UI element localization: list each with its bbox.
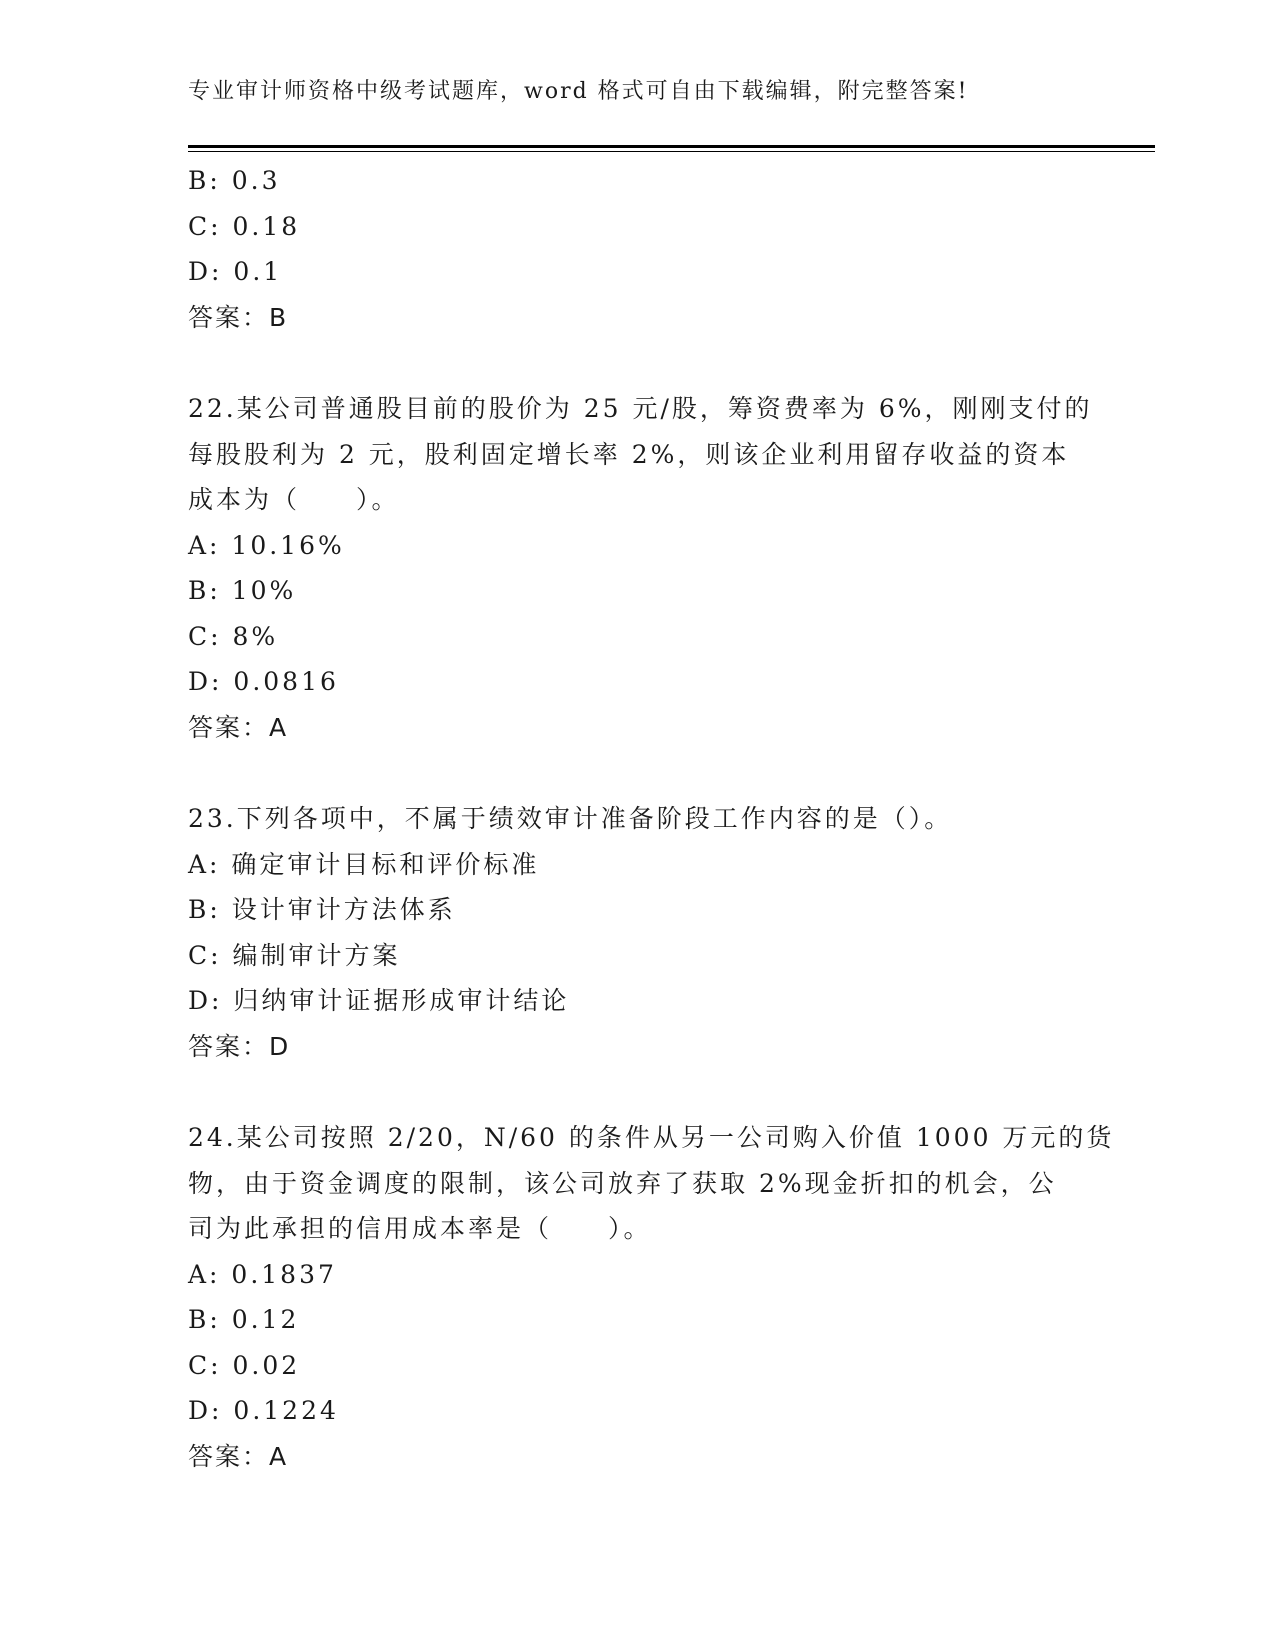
question-24	[188, 1115, 1115, 1479]
option-b: B: 设计审计方法体系	[188, 895, 456, 924]
answer-line: 答案：B	[188, 302, 289, 332]
option-d: D: 归纳审计证据形成审计结论	[188, 986, 570, 1015]
document-body	[188, 158, 1115, 1479]
question-stem-line: 司为此承担的信用成本率是（ ）。	[188, 1214, 652, 1243]
option-a: A: 10.16%	[188, 530, 345, 560]
question-stem-line: 22.某公司普通股目前的股价为 25 元/股，筹资费率为 6%，刚刚支付的	[188, 394, 1093, 423]
spacer	[188, 340, 1108, 386]
option-d: D: 0.0816	[188, 667, 339, 696]
option-c: C: 0.18	[188, 211, 301, 241]
answer-line: 答案：D	[188, 1031, 291, 1061]
option-d: D: 0.1	[188, 257, 283, 286]
question-stem-line: 成本为（ ）。	[188, 485, 400, 514]
question-stem-line: 每股股利为 2 元，股利固定增长率 2%，则该企业利用留存收益的资本	[188, 439, 1070, 469]
spacer	[188, 750, 1108, 796]
option-a: A: 确定审计目标和评价标准	[188, 849, 540, 879]
option-c: C: 编制审计方案	[188, 940, 401, 970]
question-21-tail	[188, 158, 1108, 340]
option-c: C: 0.02	[188, 1350, 301, 1380]
option-c: C: 8%	[188, 621, 279, 651]
option-b: B: 0.12	[188, 1305, 300, 1334]
question-stem-line: 物，由于资金调度的限制，该公司放弃了获取 2%现金折扣的机会，公	[188, 1168, 1057, 1198]
spacer	[188, 1069, 1108, 1115]
header-rule-thin	[188, 151, 1155, 152]
option-d: D: 0.1224	[188, 1396, 339, 1425]
option-a: A: 0.1837	[188, 1259, 337, 1289]
answer-line: 答案：A	[188, 712, 289, 742]
answer-line: 答案：A	[188, 1441, 289, 1471]
option-b: B: 0.3	[188, 166, 281, 195]
question-22	[188, 386, 1108, 750]
question-stem-line: 23.下列各项中，不属于绩效审计准备阶段工作内容的是（）。	[188, 804, 953, 833]
option-b: B: 10%	[188, 576, 297, 605]
question-23	[188, 796, 1108, 1069]
header-rule	[188, 145, 1155, 148]
page-header: 专业审计师资格中级考试题库，word 格式可自由下载编辑，附完整答案!	[188, 79, 969, 104]
question-stem-line: 24.某公司按照 2/20，N/60 的条件从另一公司购入价值 1000 万元的货	[188, 1123, 1115, 1152]
